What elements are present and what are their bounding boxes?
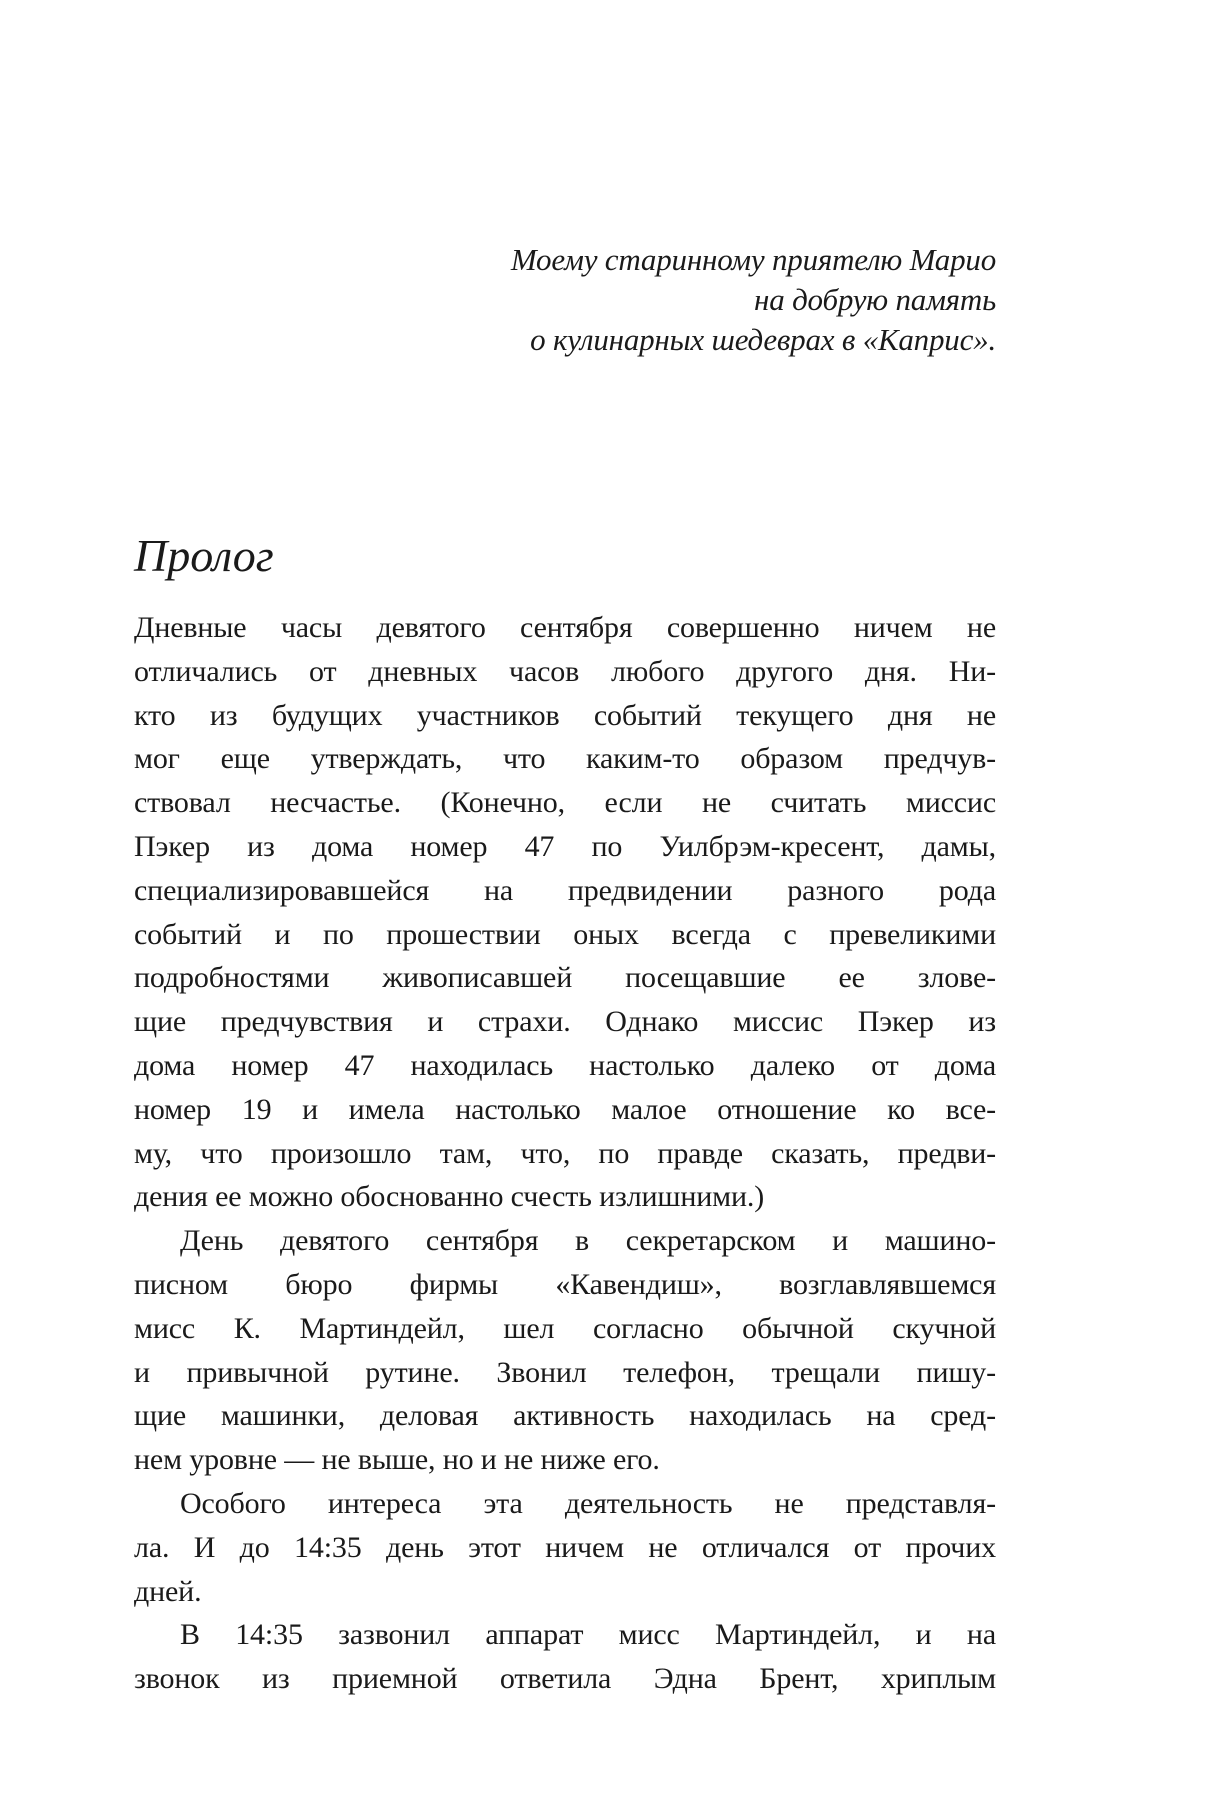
text-line: писном бюро фирмы «Кавендиш», возглавлявшемся [134, 1267, 996, 1301]
text-line: кто из будущих участников событий текущего дня не [134, 698, 996, 732]
dedication-line: о кулинарных шедеврах в «Каприс». [530, 322, 996, 357]
text-line: и привычной рутине. Звонил телефон, трещали пишу- [134, 1355, 996, 1389]
text-line: мог еще утверждать, что каким-то образом предчув- [134, 742, 996, 776]
text-line: В 14:35 зазвонил аппарат мисс Мартиндейл, и на [180, 1618, 996, 1652]
text-line: событий и по прошествии оных всегда с превеликими [134, 917, 996, 951]
text-line: нем уровне — не выше, но и не ниже его. [134, 1443, 660, 1477]
text-line: отличались от дневных часов любого другого дня. Ни- [134, 654, 996, 688]
text-line: дней. [134, 1574, 202, 1608]
text-line: щие машинки, деловая активность находилась на сред- [134, 1399, 996, 1433]
text-line: номер 19 и имела настолько малое отношение ко все- [134, 1092, 996, 1126]
text-line: му, что произошло там, что, по правде сказать, предви- [134, 1136, 996, 1170]
text-line: Особого интереса эта деятельность не представля- [180, 1486, 996, 1520]
text-line: подробностями живописавшей посещавшие ее злове- [134, 961, 996, 995]
dedication [134, 240, 996, 360]
text-line: щие предчувствия и страхи. Однако миссис Пэкер из [134, 1005, 996, 1039]
text-line: День девятого сентября в секретарском и машино- [180, 1224, 996, 1258]
text-line: мисс К. Мартиндейл, шел согласно обычной скучной [134, 1311, 996, 1345]
text-line: Дневные часы девятого сентября совершенно ничем не [134, 611, 996, 644]
text-line: дения ее можно обоснованно счесть излишними.) [134, 1180, 765, 1214]
text-line: Пэкер из дома номер 47 по Уилбрэм-кресент, дамы, [134, 829, 996, 863]
text-line: специализировавшейся на предвидении разного рода [134, 873, 996, 907]
text-line: ла. И до 14:35 день этот ничем не отличался от прочих [134, 1530, 996, 1564]
dedication-line: на добрую память [754, 282, 996, 317]
text-line: дома номер 47 находилась настолько далеко от дома [134, 1048, 996, 1082]
body-text [134, 606, 996, 1701]
chapter-title: Пролог [134, 530, 274, 581]
text-line: звонок из приемной ответила Эдна Брент, хриплым [134, 1662, 996, 1696]
text-line: ствовал несчастье. (Конечно, если не считать миссис [134, 786, 996, 820]
dedication-line: Моему старинному приятелю Марио [510, 242, 996, 277]
